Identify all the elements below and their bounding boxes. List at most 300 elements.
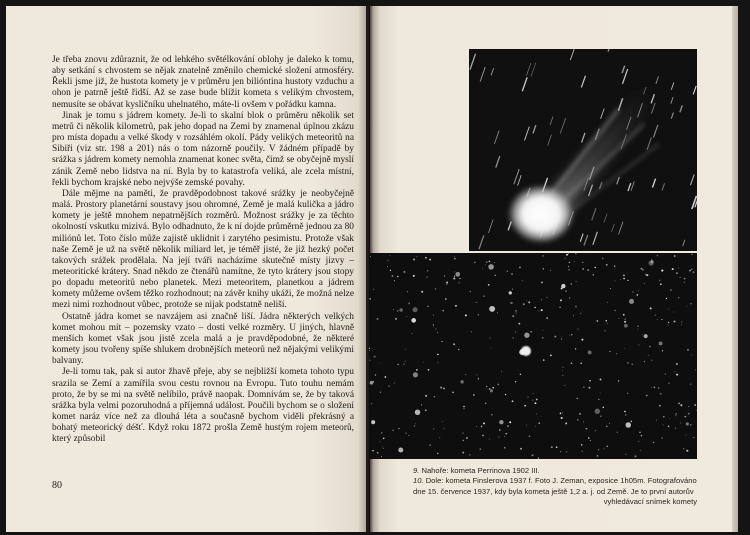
star xyxy=(543,330,544,331)
star xyxy=(397,364,399,366)
star xyxy=(380,391,381,392)
star xyxy=(665,373,666,374)
star xyxy=(441,341,442,342)
star xyxy=(616,353,617,354)
star xyxy=(695,369,696,370)
star xyxy=(638,441,639,442)
star xyxy=(609,351,610,352)
star xyxy=(620,279,621,280)
star xyxy=(442,421,443,422)
star xyxy=(405,349,406,350)
star xyxy=(625,454,626,455)
star xyxy=(686,422,689,425)
comet-perrine-image xyxy=(469,49,697,251)
star xyxy=(659,280,661,282)
star xyxy=(515,381,516,382)
star xyxy=(383,448,384,449)
star xyxy=(642,334,643,335)
star xyxy=(661,319,662,320)
star xyxy=(455,272,460,277)
star xyxy=(619,318,620,319)
star xyxy=(693,437,694,438)
star xyxy=(595,430,596,431)
star xyxy=(491,414,492,415)
star xyxy=(463,408,464,409)
star xyxy=(499,420,503,424)
star xyxy=(482,268,483,269)
star xyxy=(426,276,427,277)
star xyxy=(482,435,484,437)
star xyxy=(661,437,662,438)
star xyxy=(480,448,481,449)
star xyxy=(476,302,477,303)
star xyxy=(657,319,658,320)
star xyxy=(381,456,382,457)
star xyxy=(681,324,682,325)
star xyxy=(651,387,652,388)
star xyxy=(666,298,667,299)
star xyxy=(687,349,688,350)
star xyxy=(494,262,495,263)
star xyxy=(560,451,561,452)
star xyxy=(433,428,434,429)
star xyxy=(485,265,486,266)
star xyxy=(680,404,682,406)
left-page-body-text xyxy=(52,55,354,445)
star xyxy=(634,455,636,457)
star xyxy=(660,283,662,285)
star xyxy=(589,380,591,382)
star xyxy=(437,332,438,333)
star xyxy=(562,412,563,413)
star xyxy=(657,255,659,257)
star xyxy=(688,413,690,415)
star xyxy=(494,275,495,276)
star xyxy=(536,399,538,401)
star xyxy=(571,334,572,335)
star xyxy=(639,432,640,433)
star xyxy=(381,432,382,433)
star xyxy=(606,426,607,427)
star xyxy=(371,420,375,424)
star xyxy=(691,269,692,270)
star xyxy=(406,316,407,317)
star xyxy=(513,337,514,338)
star xyxy=(595,267,596,268)
star xyxy=(524,296,525,297)
star xyxy=(527,300,528,301)
star xyxy=(371,403,372,404)
star xyxy=(670,289,671,290)
star xyxy=(668,383,670,385)
star xyxy=(575,253,576,254)
star xyxy=(614,265,616,267)
star xyxy=(562,375,563,376)
star xyxy=(522,280,523,281)
star xyxy=(583,386,585,388)
star xyxy=(560,413,562,415)
star xyxy=(505,433,507,435)
star xyxy=(596,320,598,322)
star xyxy=(600,416,601,417)
star xyxy=(510,302,511,303)
page-number: 80 xyxy=(52,480,62,491)
star xyxy=(597,455,599,457)
star xyxy=(465,374,466,375)
star xyxy=(429,259,431,261)
star xyxy=(681,322,682,323)
star xyxy=(538,457,539,458)
star xyxy=(581,444,583,446)
page-edge xyxy=(732,6,738,532)
star xyxy=(427,306,428,307)
star xyxy=(565,290,566,291)
star xyxy=(416,369,418,371)
star xyxy=(659,405,661,407)
star xyxy=(369,298,370,299)
star xyxy=(397,310,399,312)
star xyxy=(624,348,625,349)
star xyxy=(372,450,374,452)
star xyxy=(411,318,416,323)
star xyxy=(504,436,505,437)
star xyxy=(523,303,525,305)
star xyxy=(425,409,426,410)
star xyxy=(486,261,488,263)
star xyxy=(623,274,625,276)
star xyxy=(627,393,628,394)
star xyxy=(562,370,563,371)
star xyxy=(637,326,638,327)
star xyxy=(478,378,479,379)
star xyxy=(375,374,377,376)
star xyxy=(531,454,533,456)
star xyxy=(606,264,608,266)
star xyxy=(576,398,577,399)
star xyxy=(605,330,606,331)
star xyxy=(509,421,511,423)
star xyxy=(392,430,394,432)
star xyxy=(483,295,484,296)
star xyxy=(686,450,687,451)
star xyxy=(586,428,587,429)
star xyxy=(590,440,591,441)
star xyxy=(588,387,590,389)
star xyxy=(691,254,692,255)
star xyxy=(529,435,531,437)
star xyxy=(458,282,459,283)
star xyxy=(588,350,592,354)
star xyxy=(444,276,445,277)
star xyxy=(373,289,374,290)
star xyxy=(387,266,388,267)
star xyxy=(651,360,652,361)
comet-finsler-head xyxy=(521,346,531,356)
star xyxy=(428,369,430,371)
caption-number: 9. xyxy=(413,466,420,475)
star xyxy=(683,448,684,449)
star xyxy=(499,429,500,430)
star xyxy=(538,310,539,311)
star xyxy=(413,372,418,377)
star xyxy=(489,306,495,312)
star xyxy=(541,416,542,417)
star xyxy=(518,323,520,325)
star xyxy=(646,395,648,397)
star xyxy=(663,424,664,425)
star xyxy=(524,405,526,407)
star xyxy=(575,306,577,308)
star xyxy=(536,414,537,415)
paragraph: Ostatně jádra komet se navzájem asi značně liší. Jádra některých velkých komet mohou mít – pozemsky vzato – dosti velké rozměry. U jiných, hlavně menších komet však jsou jistě zcela malá a je pravděpodobné, že některé komety jsou tvořeny spíše shlukem drobnějších meteorů než nějakými velikými balvany. xyxy=(52,311,354,367)
star xyxy=(618,380,620,382)
star xyxy=(543,359,545,361)
star xyxy=(684,416,686,418)
star xyxy=(607,323,608,324)
comet-perrine-photo xyxy=(469,49,697,251)
star xyxy=(380,441,381,442)
star xyxy=(413,258,415,260)
star xyxy=(488,264,494,270)
star xyxy=(569,269,570,270)
star xyxy=(583,421,584,422)
paragraph: Jinak je tomu s jádrem komety. Je-li to skalní blok o průměru několik set metrů či několik kilometrů, pak jeho dopad na Zemi by znamenal úplnou zkázu pro místa dopadu a velké škody v rozsáhlém okolí. Pády velikých meteoritů na Sibiři (viz str. 198 a 201) nás o tom názorně poučily. V žádném případě by srážka s jádrem komety nemohla znamenat konec světa, čímž se obyčejně myslí zánik Země nebo lidstva na ní. Byla by to katastrofa veliká, ale zcela místní, řekli bychom krajské nebo nejvýše zemské povahy. xyxy=(52,110,354,188)
star xyxy=(570,283,572,285)
star xyxy=(406,433,407,434)
star xyxy=(414,425,415,426)
star xyxy=(668,309,669,310)
star xyxy=(534,402,536,404)
star xyxy=(383,438,384,439)
star xyxy=(369,360,370,361)
star xyxy=(437,362,438,363)
star xyxy=(403,271,405,273)
star xyxy=(609,423,610,424)
star xyxy=(566,254,568,256)
star xyxy=(435,288,436,289)
star xyxy=(680,422,681,423)
star xyxy=(437,354,439,356)
star xyxy=(690,383,691,384)
star xyxy=(507,271,508,272)
star xyxy=(688,406,689,407)
star xyxy=(565,258,566,259)
star xyxy=(598,399,599,400)
star xyxy=(443,388,445,390)
star xyxy=(604,448,605,449)
star xyxy=(559,307,560,308)
star xyxy=(568,253,569,254)
star xyxy=(454,258,456,260)
caption-number: 10. xyxy=(413,476,424,486)
star xyxy=(641,435,643,437)
star xyxy=(388,385,389,386)
star xyxy=(512,400,514,402)
figure-caption xyxy=(413,466,697,508)
star xyxy=(489,439,490,440)
star xyxy=(413,275,415,277)
star xyxy=(694,404,696,406)
star xyxy=(668,322,669,323)
star xyxy=(663,416,665,418)
star xyxy=(370,381,374,385)
star xyxy=(498,437,499,438)
star xyxy=(690,303,691,304)
star xyxy=(580,313,581,314)
star xyxy=(492,387,494,389)
star xyxy=(407,291,408,292)
star xyxy=(673,311,674,312)
star xyxy=(569,297,570,298)
star xyxy=(638,329,639,330)
star xyxy=(520,448,522,450)
star xyxy=(551,446,553,448)
star xyxy=(676,363,678,365)
star xyxy=(678,297,679,298)
star xyxy=(403,363,404,364)
star xyxy=(453,278,455,280)
star xyxy=(560,299,562,301)
star xyxy=(439,437,440,438)
star xyxy=(571,362,573,364)
star xyxy=(411,333,412,334)
star xyxy=(421,291,423,293)
star xyxy=(644,361,645,362)
star xyxy=(413,307,418,312)
star xyxy=(526,425,527,426)
star xyxy=(541,299,542,300)
star xyxy=(577,419,578,420)
star xyxy=(542,337,543,338)
star xyxy=(471,331,472,332)
star xyxy=(568,266,569,267)
star xyxy=(629,299,634,304)
caption-line-10 xyxy=(413,476,697,497)
star xyxy=(388,260,389,261)
star xyxy=(569,262,571,264)
paragraph: Je-li tomu tak, pak si autor žhavě přeje, aby se nejbližší kometa tohoto typu srazila se Zemí a zamířila svou cestu rovnou na Evropu. Tuto touhu nemám proto, že by se mi na světě nelíbilo, právě naopak. Domnívám se, že by taková srážka byla velmi pozoruhodná a příjemná událost. Poučili bychom se o složení komet naráz více než za dlouhá léta a současně bychom viděli překrásný a bohatý meteorický déšť. Když roku 1872 prošla Země hustým rojem meteorů, který způsobil xyxy=(52,367,354,445)
star xyxy=(582,268,584,270)
star xyxy=(445,298,447,300)
star xyxy=(561,284,565,288)
star xyxy=(603,407,604,408)
star xyxy=(542,255,543,256)
star xyxy=(392,275,394,277)
star xyxy=(625,414,626,415)
star xyxy=(632,363,633,364)
star xyxy=(434,396,436,398)
star xyxy=(607,302,608,303)
star xyxy=(638,345,639,346)
star xyxy=(512,315,514,317)
star xyxy=(515,331,516,332)
star xyxy=(587,269,589,271)
star xyxy=(437,453,439,455)
star xyxy=(421,404,422,405)
star xyxy=(655,314,656,315)
star xyxy=(532,400,533,401)
star xyxy=(374,356,376,358)
star xyxy=(678,402,680,404)
star xyxy=(516,313,517,314)
star xyxy=(641,268,643,270)
star xyxy=(389,255,390,256)
star xyxy=(379,363,380,364)
star xyxy=(463,406,464,407)
star xyxy=(675,415,676,416)
paragraph: Je třeba znovu zdůraznit, že od lehkého světélkování oblohy je daleko k tomu, aby setkání s chvostem se nějak znatelně změnilo chemické složení atmosféry. Řekli jsme již, že hustota komety je v průměru jen bilióntina hustoty vzduchu a ohon je patrně ještě řidší. Až se zase bude blížit kometa s velikým chvostem, nemusíte se obávat kysličníku uhelnatého, máte-li ovšem v pořádku kamna. xyxy=(52,55,354,110)
star xyxy=(460,380,463,383)
star xyxy=(592,274,593,275)
star xyxy=(490,347,491,348)
star xyxy=(614,280,615,281)
star xyxy=(693,271,695,273)
star xyxy=(676,374,678,376)
star xyxy=(398,428,399,429)
star xyxy=(425,257,427,259)
star xyxy=(547,297,548,298)
star xyxy=(390,270,391,271)
star xyxy=(575,348,576,349)
star xyxy=(644,283,645,284)
star xyxy=(587,428,588,429)
star xyxy=(446,281,448,283)
star xyxy=(543,268,544,269)
star xyxy=(399,308,403,312)
star xyxy=(507,425,509,427)
star xyxy=(582,262,583,263)
star xyxy=(452,392,453,393)
star xyxy=(617,432,618,433)
star xyxy=(454,256,455,257)
caption-text: Nahoře: kometa Perrinova 1902 III. xyxy=(421,466,540,475)
star xyxy=(433,324,434,325)
star xyxy=(580,363,581,364)
star xyxy=(675,371,676,372)
star xyxy=(408,435,409,436)
star xyxy=(511,273,512,274)
star xyxy=(607,446,609,448)
star xyxy=(458,349,460,351)
star xyxy=(582,451,583,452)
star xyxy=(415,410,420,415)
star xyxy=(488,284,490,286)
star xyxy=(369,350,370,351)
star xyxy=(573,315,574,316)
star xyxy=(373,381,374,382)
star xyxy=(605,320,607,322)
star xyxy=(566,451,567,452)
star xyxy=(423,362,424,363)
star xyxy=(550,354,552,356)
star xyxy=(524,333,529,338)
star xyxy=(408,302,410,304)
star xyxy=(569,335,570,336)
star xyxy=(598,449,599,450)
star xyxy=(546,317,548,319)
star xyxy=(687,306,688,307)
star xyxy=(454,272,455,273)
star xyxy=(481,426,482,427)
star xyxy=(686,435,687,436)
star xyxy=(474,262,476,264)
star xyxy=(505,394,506,395)
star xyxy=(377,318,379,320)
paragraph: Dále mějme na paměti, že pravděpodobnost takové srážky je neobyčejně malá. Prostory planetární soustavy jsou ohromné, Země je malá kulička a jádro komety je ještě mnohem nepatrnějších rozměrů. Možnost srážky je za těchto okolností vskutku mizivá. Bylo odhadnuto, že k ní dojde průměrně jednou za 80 miliónů let. Toto číslo může zajistě uklidnit i zarytého pesimistu. Protože však naše Země je už na světě několik miliard let, je téměř jisté, že již hezký počet takových srážek prodělala. Na její tváři nacházíme skutečně místy jizvy – meteoritické krátery. Snad někdo ze čtenářů namítne, že tyto krátery jsou stopy po dopadu meteoritů nebo planetek. Mezi meteoritem, planetkou a jádrem komety můžeme ovšem těžko rozhodnout; na závěr knihy ukáži, že možná nelze mezi nimi rozhodnout vůbec, protože se nijak podstatně neliší. xyxy=(52,188,354,311)
star xyxy=(501,371,502,372)
star xyxy=(509,291,512,294)
star xyxy=(624,321,626,323)
